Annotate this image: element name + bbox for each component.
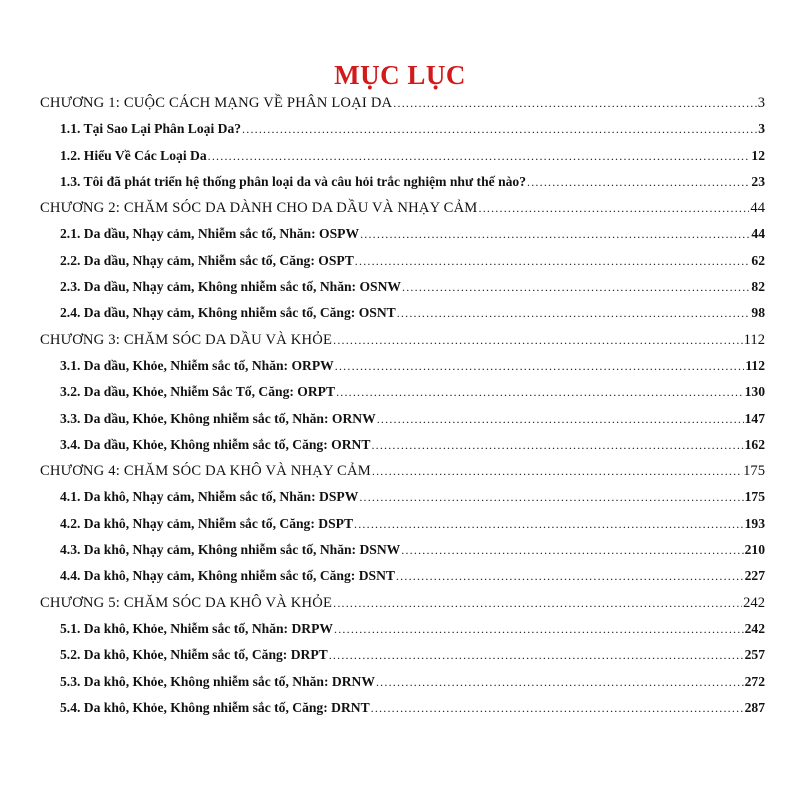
toc-page-number: 147 [744, 410, 765, 426]
dot-leader [396, 563, 744, 589]
dot-leader [371, 432, 743, 458]
toc-chapter-entry [40, 327, 765, 353]
toc-entry-label: 2.4. Da dầu, Nhạy cảm, Không nhiễm sắc tố, Căng: OSNT [60, 305, 396, 321]
toc-section-entry [40, 143, 765, 169]
toc-entry-label: 5.4. Da khô, Khỏe, Không nhiễm sắc tố, Căng: DRNT [60, 699, 370, 715]
table-of-contents [40, 90, 765, 721]
toc-entry-label: 5.2. Da khô, Khỏe, Nhiễm sắc tố, Căng: DRPT [60, 647, 328, 663]
dot-leader [402, 274, 750, 300]
toc-page-number: 272 [744, 673, 765, 689]
toc-entry-label: 2.3. Da dầu, Nhạy cảm, Không nhiễm sắc tố, Nhăn: OSNW [60, 279, 402, 295]
toc-section-entry [40, 484, 765, 510]
toc-chapter-entry [40, 195, 765, 221]
toc-page-number: 175 [744, 489, 765, 505]
dot-leader [354, 511, 744, 537]
toc-page-number: 12 [751, 147, 765, 163]
dot-leader [335, 353, 745, 379]
toc-entry-label: 4.3. Da khô, Nhạy cảm, Không nhiễm sắc tố, Nhăn: DSNW [60, 542, 401, 558]
toc-entry-label: CHƯƠNG 3: CHĂM SÓC DA DẦU VÀ KHỎE [40, 331, 333, 348]
toc-entry-label: 4.2. Da khô, Nhạy cảm, Nhiễm sắc tố, Căng: DSPT [60, 515, 354, 531]
dot-leader [355, 248, 751, 274]
toc-entry-label: 1.2. Hiểu Về Các Loại Da [60, 147, 207, 163]
toc-page-number: 112 [743, 331, 765, 348]
toc-entry-label: 3.4. Da dầu, Khỏe, Không nhiễm sắc tố, Căng: ORNT [60, 436, 371, 452]
toc-page-number: 210 [744, 542, 765, 558]
dot-leader [359, 484, 743, 510]
toc-page-number: 82 [751, 279, 765, 295]
dot-leader [372, 458, 742, 484]
toc-page-number: 287 [744, 699, 765, 715]
toc-entry-label: 3.1. Da dầu, Khỏe, Nhiễm sắc tố, Nhăn: ORPW [60, 357, 334, 373]
dot-leader [401, 537, 743, 563]
toc-section-entry [40, 406, 765, 432]
toc-page-number: 44 [751, 226, 765, 242]
toc-section-entry [40, 642, 765, 668]
dot-leader [360, 221, 750, 247]
dot-leader [376, 669, 744, 695]
dot-leader [393, 90, 756, 116]
toc-entry-label: CHƯƠNG 1: CUỘC CÁCH MẠNG VỀ PHÂN LOẠI DA [40, 95, 393, 111]
toc-page-number: 242 [744, 620, 765, 636]
toc-page-number: 23 [751, 173, 765, 189]
toc-page-number: 227 [744, 568, 765, 584]
toc-page-number: 193 [744, 515, 765, 531]
toc-section-entry [40, 353, 765, 379]
toc-section-entry [40, 274, 765, 300]
dot-leader [242, 116, 757, 142]
dot-leader [333, 590, 742, 616]
dot-leader [371, 695, 744, 721]
toc-section-entry [40, 116, 765, 142]
toc-section-entry [40, 511, 765, 537]
toc-chapter-entry [40, 590, 765, 616]
toc-section-entry [40, 695, 765, 721]
toc-page-number: 3 [757, 95, 765, 111]
dot-leader [333, 327, 743, 353]
toc-page-number: 112 [745, 357, 765, 373]
toc-section-entry [40, 248, 765, 274]
toc-entry-label: 3.2. Da dầu, Khỏe, Nhiễm Sắc Tố, Căng: ORPT [60, 384, 336, 400]
toc-page-number: 62 [751, 252, 765, 268]
toc-page-number: 257 [744, 647, 765, 663]
dot-leader [479, 195, 750, 221]
toc-chapter-entry [40, 90, 765, 116]
toc-entry-label: 4.4. Da khô, Nhạy cảm, Không nhiễm sắc tố, Căng: DSNT [60, 568, 395, 584]
toc-entry-label: 3.3. Da dầu, Khỏe, Không nhiễm sắc tố, Nhăn: ORNW [60, 410, 376, 426]
toc-section-entry [40, 563, 765, 589]
toc-section-entry [40, 169, 765, 195]
toc-page-number: 44 [750, 200, 765, 217]
dot-leader [377, 406, 744, 432]
toc-page-number: 130 [744, 384, 765, 400]
toc-section-entry [40, 300, 765, 326]
toc-page-number: 242 [743, 594, 765, 611]
toc-entry-label: 1.1. Tại Sao Lại Phân Loại Da? [60, 121, 242, 137]
dot-leader [208, 143, 751, 169]
toc-entry-label: 5.3. Da khô, Khỏe, Không nhiễm sắc tố, Nhăn: DRNW [60, 673, 375, 689]
toc-section-entry [40, 669, 765, 695]
toc-entry-label: CHƯƠNG 5: CHĂM SÓC DA KHÔ VÀ KHỎE [40, 594, 333, 611]
dot-leader [334, 616, 744, 642]
toc-entry-label: 2.1. Da dầu, Nhạy cảm, Nhiễm sắc tố, Nhăn: OSPW [60, 226, 360, 242]
toc-entry-label: 2.2. Da dầu, Nhạy cảm, Nhiễm sắc tố, Căng: OSPT [60, 252, 354, 268]
toc-entry-label: 4.1. Da khô, Nhạy cảm, Nhiễm sắc tố, Nhăn: DSPW [60, 489, 359, 505]
toc-page-number: 162 [744, 436, 765, 452]
dot-leader [329, 642, 744, 668]
toc-entry-label: CHƯƠNG 2: CHĂM SÓC DA DÀNH CHO DA DẦU VÀ NHẠY CẢM [40, 200, 478, 217]
toc-entry-label: CHƯƠNG 4: CHĂM SÓC DA KHÔ VÀ NHẠY CẢM [40, 463, 371, 480]
dot-leader [397, 300, 751, 326]
page-title: MỤC LỤC [334, 60, 466, 90]
toc-section-entry [40, 537, 765, 563]
toc-page-number: 3 [758, 121, 765, 137]
toc-page-number: 98 [751, 305, 765, 321]
toc-chapter-entry [40, 458, 765, 484]
dot-leader [527, 169, 750, 195]
toc-page-number: 175 [743, 463, 765, 480]
toc-section-entry [40, 379, 765, 405]
dot-leader [336, 379, 744, 405]
toc-section-entry [40, 432, 765, 458]
toc-section-entry [40, 616, 765, 642]
toc-entry-label: 5.1. Da khô, Khỏe, Nhiễm sắc tố, Nhăn: DRPW [60, 620, 334, 636]
toc-entry-label: 1.3. Tôi đã phát triển hệ thống phân loại da và câu hỏi trắc nghiệm như thế nào? [60, 173, 527, 189]
toc-section-entry [40, 221, 765, 247]
